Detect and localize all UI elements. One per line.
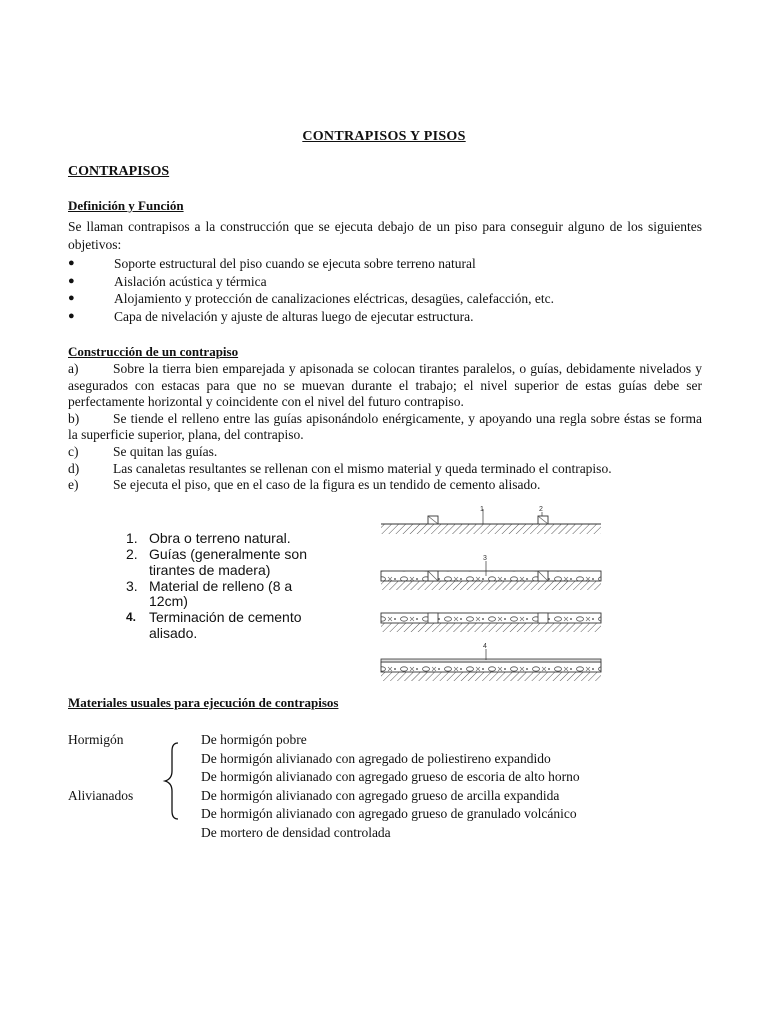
objectives-list — [68, 255, 702, 326]
legend-item: 1. Obra o terreno natural. — [126, 530, 291, 546]
list-item: De hormigón alivianado con agregado grueso de escoria de alto horno — [201, 769, 580, 785]
list-item: De hormigón alivianado con agregado grueso de arcilla expandida — [201, 787, 560, 803]
figure-label-4: 4 — [483, 643, 487, 650]
legend-item: 3. Material de relleno (8 a 12cm) — [126, 577, 293, 609]
bullet-icon: ● — [68, 292, 75, 305]
bullet-icon: ● — [68, 274, 75, 287]
diagram-stage-2 — [381, 555, 601, 590]
step-c: c) Se quitan las guías. — [68, 443, 218, 459]
list-item: De hormigón pobre — [201, 732, 307, 747]
section-heading: CONTRAPISOS — [68, 164, 170, 179]
list-item: ● Aislación acústica y térmica — [68, 273, 267, 289]
construction-heading: Construcción de un contrapiso — [68, 344, 239, 359]
bullet-icon: ● — [68, 310, 75, 323]
diagram-stage-3 — [381, 613, 601, 632]
definition-heading: Definición y Función — [68, 198, 184, 213]
list-item: De hormigón alivianado con agregado de poliestireno expandido — [201, 750, 551, 766]
step-a: a) Sobre la tierra bien emparejada y apisonada se colocan tirantes paralelos, o guías, debidamente nivelados y asegurados con estacas para que no se muevan durante el trabajo; el nivel superior de estas guías debe ser perfectamente horizontal y coincidente con el nivel del futuro contrapiso. — [68, 361, 702, 410]
list-item: De hormigón alivianado con agregado grueso de granulado volcánico — [201, 806, 577, 822]
step-b: b) Se tiende el relleno entre las guías apisonándolo enérgicamente, y apoyando una regla sobre éstas se forma la superficie superior, plana, del contrapiso. — [68, 410, 702, 443]
diagram-stage-1 — [381, 506, 601, 534]
figure-label-3: 3 — [483, 555, 487, 562]
list-item: ● Soporte estructural del piso cuando se ejecuta sobre terreno natural — [68, 256, 476, 271]
curly-brace-icon — [156, 741, 184, 821]
group-hormigon: Hormigón — [68, 732, 124, 747]
bullet-icon: ● — [68, 257, 75, 269]
list-item: ● Capa de nivelación y ajuste de alturas luego de ejecutar estructura. — [68, 309, 474, 325]
step-e: e) Se ejecuta el piso, que en el caso de la figura es un tendido de cemento alisado. — [68, 477, 541, 493]
construction-steps — [68, 361, 702, 494]
definition-text: Se llaman contrapisos a la construcción que se ejecuta debajo de un piso para conseguir alguno de los siguientes objetivos: — [68, 219, 702, 252]
materials-list — [201, 731, 580, 843]
materials-heading: Materiales usuales para ejecución de contrapisos — [68, 695, 339, 710]
step-d: d) Las canaletas resultantes se rellenan con el mismo material y queda terminado el contrapiso. — [68, 460, 612, 476]
figure-legend — [122, 531, 322, 642]
document-title: CONTRAPISOS Y PISOS — [302, 129, 466, 144]
contrapiso-diagram — [376, 504, 606, 686]
legend-item: 4. Terminación de cemento alisado. — [126, 609, 302, 641]
list-item: ● Alojamiento y protección de canalizaciones eléctricas, desagües, calefacción, etc. — [68, 291, 555, 307]
figure-label-2: 2 — [539, 506, 543, 513]
legend-item: 2. Guías (generalmente son tirantes de madera) — [126, 546, 307, 578]
diagram-stage-4 — [381, 643, 601, 681]
group-alivianados: Alivianados — [68, 788, 134, 803]
figure-label-1: 1 — [480, 506, 484, 513]
list-item: De mortero de densidad controlada — [201, 824, 391, 840]
